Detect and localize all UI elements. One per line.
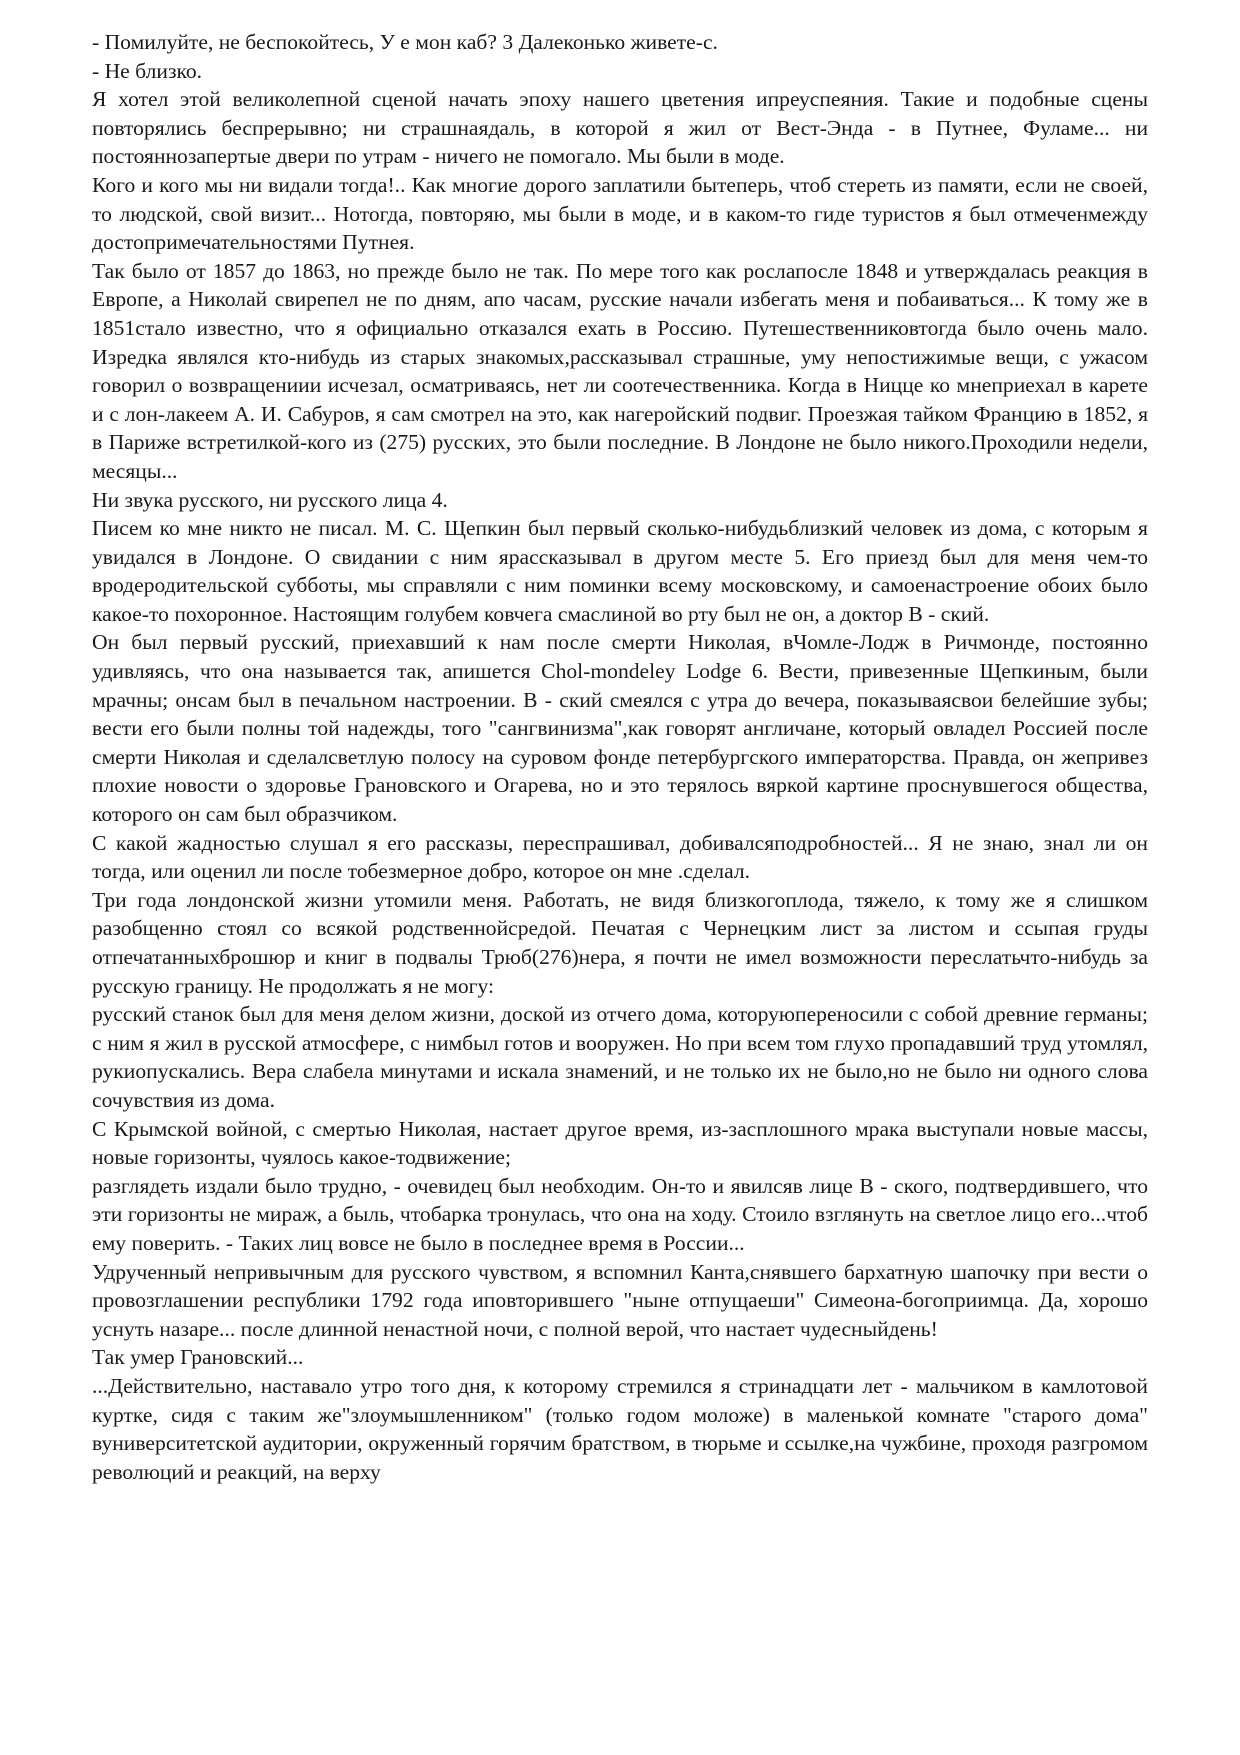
paragraph: Удрученный непривычным для русского чувством, я вспомнил Канта,снявшего бархатную шапочку при вести о провозглашении республики 1792 года иповторившего "ныне отпущаеши" Симеона-богоприимца. Да, хорошо уснуть назаре... после длинной ненастной ночи, с полной верой, что настает чудесныйдень! [92, 1259, 1148, 1341]
document-page [92, 28, 1148, 1486]
paragraph: Я хотел этой великолепной сценой начать эпоху нашего цветения ипреуспеяния. Такие и подобные сцены повторялись беспрерывно; ни страшнаядаль, в которой я жил от Вест-Энда - в Путнее, Фуламе... ни постояннозапертые двери по утрам - ничего не помогало. Мы были в моде. [92, 87, 1148, 169]
paragraph: Ни звука русского, ни русского лица 4. [92, 487, 448, 512]
paragraph: - Не близко. [92, 58, 203, 83]
paragraph: Так умер Грановский... [92, 1345, 304, 1370]
paragraph: Он был первый русский, приехавший к нам после смерти Николая, вЧомле-Лодж в Ричмонде, постоянно удивляясь, что она называется так, апишется Chol-mondeley Lodge 6. Вести, привезенные Щепкиным, были мрачны; онсам был в печальном настроении. В - ский смеялся с утра до вечера, показываясвои белейшие зубы; вести его были полны той надежды, того "сангвинизма",как говорят англичане, который овладел Россией после смерти Николая и сделалсветлую полосу на суровом фонде петербургского императорства. Правда, он жепривез плохие новости о здоровье Грановского и Огарева, но и это терялось вяркой картине проснувшегося общества, которого он сам был образчиком. [92, 630, 1148, 827]
paragraph: - Помилуйте, не беспокойтесь, У е мон каб? 3 Далеконько живете-с. [92, 30, 718, 54]
paragraph: С Крымской войной, с смертью Николая, настает другое время, из-засплошного мрака выступали новые массы, новые горизонты, чуялось какое-тодвижение; [92, 1116, 1148, 1170]
paragraph: С какой жадностью слушал я его рассказы, переспрашивал, добивалсяподробностей... Я не знаю, знал ли он тогда, или оценил ли после тобезмерное добро, которое он мне .сделал. [92, 830, 1148, 884]
paragraph: Три года лондонской жизни утомили меня. Работать, не видя близкогоплода, тяжело, к тому же я слишком разобщенно стоял со всякой родственнойсредой. Печатая с Чернецким лист за листом и ссыпая груды отпечатанныхброшюр и книг в подвалы Трюб(276)нера, я почти не имел возможности переслатьчто-нибудь за русскую границу. Не продолжать я не могу: [92, 887, 1148, 998]
paragraph: Кого и кого мы ни видали тогда!.. Как многие дорого заплатили бытеперь, чтоб стереть из памяти, если не своей, то людской, свой визит... Нотогда, повторяю, мы были в моде, и в каком-то гиде туристов я был отмеченмежду достопримечательностями Путнея. [92, 172, 1148, 255]
paragraph: русский станок был для меня делом жизни, доской из отчего дома, которуюпереносили с собой древние германы; с ним я жил в русской атмосфере, с нимбыл готов и вооружен. Но при всем том глухо пропадавший труд утомлял, рукиопускались. Вера слабела минутами и искала знамений, и не только их не было,но не было ни одного слова сочувствия из дома. [92, 1002, 1148, 1112]
paragraph: разглядеть издали было трудно, - очевидец был необходим. Он-то и явилсяв лице В - ского, подтвердившего, что эти горизонты не мираж, а быль, чтобарка тронулась, что она на ходу. Стоило взглянуть на светлое лицо его...чтоб ему поверить. - Таких лиц вовсе не было в последнее время в России... [92, 1173, 1148, 1255]
paragraph: Писем ко мне никто не писал. М. С. Щепкин был первый сколько-нибудьблизкий человек из дома, с которым я увидался в Лондоне. О свидании с ним ярассказывал в другом месте 5. Его приезд был для меня чем-то вродеродительской субботы, мы справляли с ним поминки всему московскому, и самоенастроение обоих было какое-то похоронное. Настоящим голубем ковчега смаслиной во рту был не он, а доктор В - ский. [92, 516, 1148, 626]
paragraph: Так было от 1857 до 1863, но прежде было не так. По мере того как рослапосле 1848 и утверждалась реакция в Европе, а Николай свирепел не по дням, апо часам, русские начали избегать меня и побаиваться... К тому же в 1851стало известно, что я официально отказался ехать в Россию. Путешественниковтогда было очень мало. Изредка являлся кто-нибудь из старых знакомых,рассказывал страшные, уму непостижимые вещи, с ужасом говорил о возвращениии исчезал, осматриваясь, нет ли соотечественника. Когда в Ницце ко мнеприехал в карете и с лон-лакеем А. И. Сабуров, я сам смотрел на это, как нагеройский подвиг. Проезжая тайком Францию в 1852, я в Париже встретилкой-кого из (275) русских, это были последние. В Лондоне не было никого.Проходили недели, месяцы... [92, 258, 1148, 483]
paragraph: ...Действительно, наставало утро того дня, к которому стремился я стринадцати лет - мальчиком в камлотовой куртке, сидя с таким же"злоумышленником" (только годом моложе) в маленькой комнате "старого дома" вуниверситетской аудитории, окруженный горячим братством, в тюрьме и ссылке,на чужбине, проходя разгромом революций и реакций, на верху [92, 1373, 1148, 1484]
